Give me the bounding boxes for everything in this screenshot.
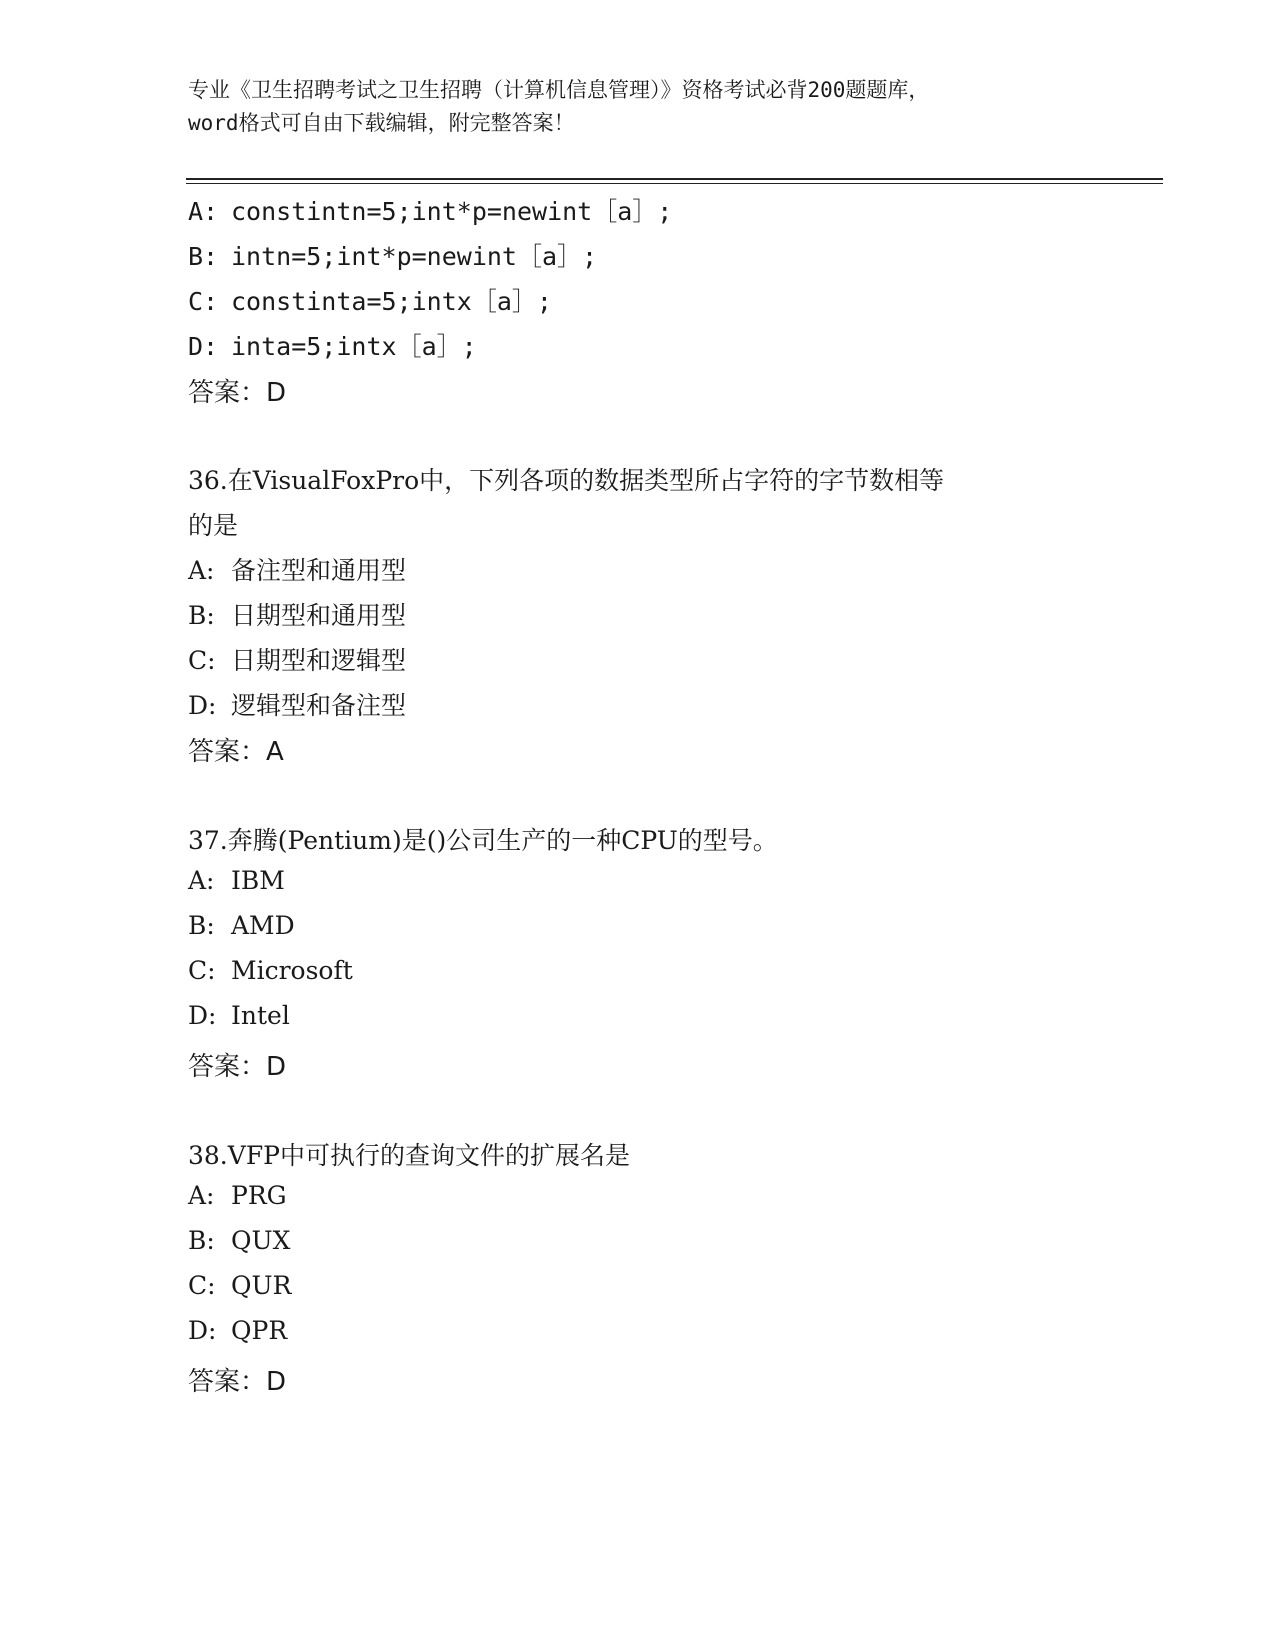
option-label: D: xyxy=(188,691,217,720)
option-text: QUR xyxy=(231,1271,292,1300)
q37-option-b xyxy=(188,911,295,940)
option-label: C: xyxy=(188,1271,216,1300)
option-label: A: xyxy=(188,866,215,895)
option-text: constintn=5;int*p=newint［a］; xyxy=(231,197,673,226)
q38-question-line-1: 38.VFP中可执行的查询文件的扩展名是 xyxy=(188,1141,630,1170)
q36-question-line-2: 的是 xyxy=(188,511,239,540)
q38-option-a xyxy=(188,1181,287,1210)
option-text: 备注型和通用型 xyxy=(231,556,407,585)
option-text: Microsoft xyxy=(231,956,353,985)
option-label: B: xyxy=(188,1226,215,1255)
q38-option-b xyxy=(188,1226,290,1255)
option-text: 日期型和逻辑型 xyxy=(231,646,407,675)
option-text: inta=5;intx［a］; xyxy=(231,332,477,361)
option-text: AMD xyxy=(231,911,295,940)
option-text: 逻辑型和备注型 xyxy=(231,691,407,720)
q37-option-c xyxy=(188,956,353,985)
option-text: 日期型和通用型 xyxy=(231,601,407,630)
option-label: C: xyxy=(188,956,216,985)
option-label: D: xyxy=(188,1001,217,1030)
q37-option-a xyxy=(188,866,285,895)
option-text: intn=5;int*p=newint［a］; xyxy=(231,242,598,271)
option-label: A: xyxy=(188,1181,215,1210)
header-line-1: 专业《卫生招聘考试之卫生招聘（计算机信息管理）》资格考试必背200题题库， xyxy=(188,78,930,102)
option-text: PRG xyxy=(231,1181,287,1210)
option-text: QPR xyxy=(231,1316,288,1345)
q36-option-c xyxy=(188,641,406,677)
option-label: D: xyxy=(188,1316,217,1345)
option-label: A: xyxy=(188,197,219,226)
q35-option-b xyxy=(188,237,597,273)
option-text: IBM xyxy=(231,866,285,895)
option-label: A: xyxy=(188,556,215,585)
option-label: B: xyxy=(188,911,215,940)
q38-option-c xyxy=(188,1271,291,1300)
q37-answer: 答案：D xyxy=(188,1052,287,1082)
q36-answer: 答案：A xyxy=(188,737,284,767)
q35-option-c xyxy=(188,282,552,318)
option-text: constinta=5;intx［a］; xyxy=(231,287,552,316)
option-label: D: xyxy=(188,332,219,361)
q35-option-a xyxy=(188,192,672,228)
q36-option-d xyxy=(188,686,406,722)
q36-option-a xyxy=(188,551,406,587)
q35-answer: 答案：D xyxy=(188,378,287,408)
header-divider-thin xyxy=(186,183,1163,184)
option-label: C: xyxy=(188,287,219,316)
header-divider xyxy=(186,178,1163,180)
option-label: B: xyxy=(188,601,215,630)
option-text: Intel xyxy=(231,1001,290,1030)
option-text: QUX xyxy=(231,1226,291,1255)
q36-question-line-1: 36.在VisualFoxPro中，下列各项的数据类型所占字符的字节数相等 xyxy=(188,466,945,495)
q36-option-b xyxy=(188,596,406,632)
q38-answer: 答案：D xyxy=(188,1367,287,1397)
q37-option-d xyxy=(188,1001,290,1030)
q38-option-d xyxy=(188,1316,287,1345)
header-line-2: word格式可自由下载编辑，附完整答案！ xyxy=(188,111,575,135)
option-label: C: xyxy=(188,646,216,675)
option-label: B: xyxy=(188,242,219,271)
q35-option-d xyxy=(188,327,477,363)
document-header xyxy=(188,74,1088,140)
q37-question-line-1: 37.奔腾(Pentium)是()公司生产的一种CPU的型号。 xyxy=(188,826,778,855)
